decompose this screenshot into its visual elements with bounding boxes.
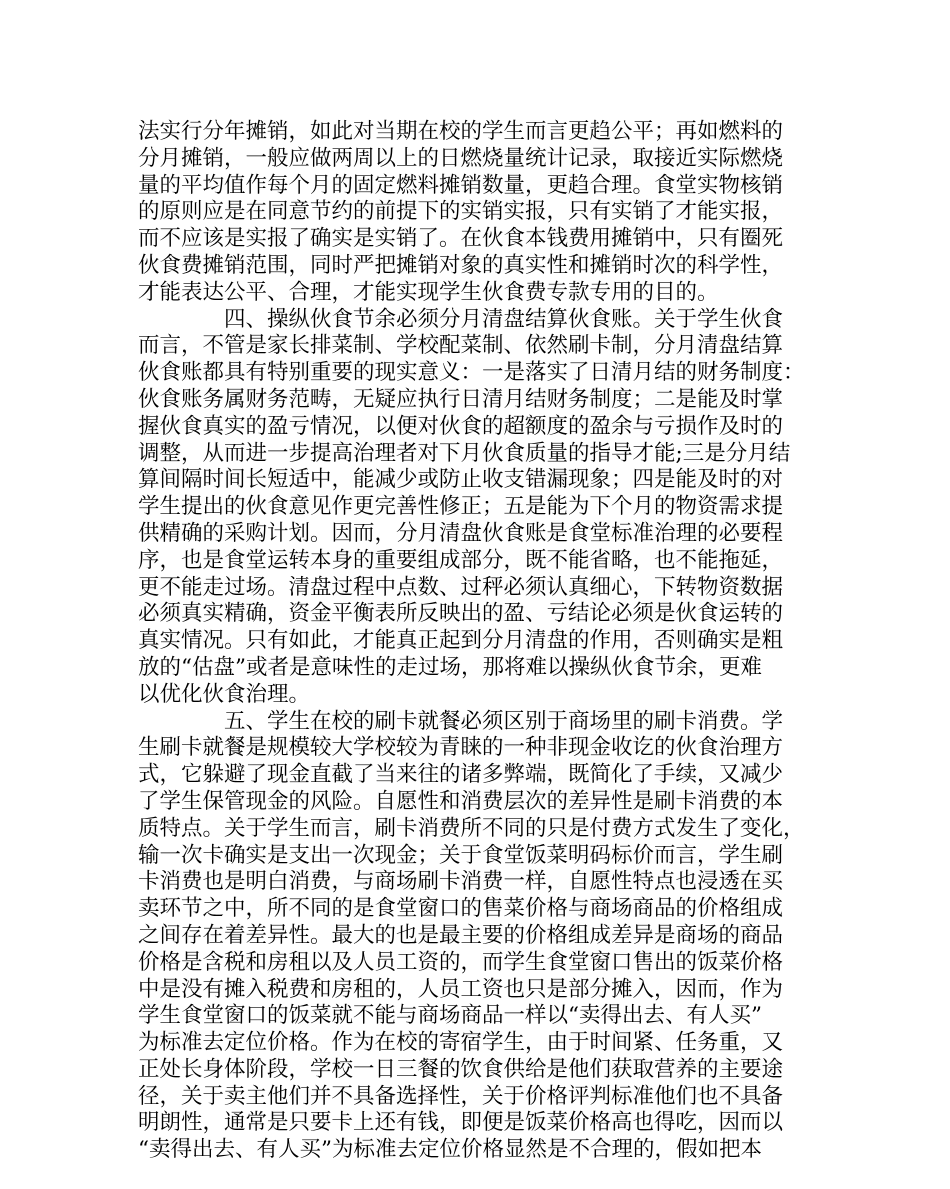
text-line: 明朗性，通常是只要卡上还有钱，即便是饭菜价格高也得吃，因而以	[138, 1110, 784, 1136]
text-line: 伙食账都具有特别重要的现实意义：一是落实了日清月结的财务制度：	[138, 360, 805, 386]
text-line: 量的平均值作每个月的固定燃料摊销数量，更趋合理。食堂实物核销	[138, 172, 784, 198]
text-line: 了学生保管现金的风险。自愿性和消费层次的差异性是刷卡消费的本	[138, 788, 784, 814]
text-line: 伙食账务属财务范畴，无疑应执行日清月结财务制度；二是能及时掌	[138, 386, 784, 412]
text-line: 法实行分年摊销，如此对当期在校的学生而言更趋公平；再如燃料的	[138, 119, 784, 144]
text-line: 卖环节之中，所不同的是食堂窗口的售菜价格与商场商品的价格组成	[138, 896, 784, 922]
text-line: 式，它躲避了现金直截了当来往的诸多弊端，既简化了手续，又减少	[138, 762, 784, 788]
text-line: 价格是含税和房租以及人员工资的，而学生食堂窗口售出的饭菜价格	[138, 949, 784, 975]
text-line: 伙食费摊销范围，同时严把摊销对象的真实性和摊销时次的科学性，	[138, 252, 784, 278]
text-line: “卖得出去、有人买”为标准去定位价格显然是不合理的，假如把本	[138, 1137, 762, 1163]
text-line: 为标准去定位价格。作为在校的寄宿学生，由于时间紧、任务重，又	[138, 1030, 784, 1056]
text-line: 而不应该是实报了确实是实销了。在伙食本钱费用摊销中，只有圈死	[138, 226, 784, 252]
text-line: 放的“估盘”或者是意味性的走过场，那将难以操纵伙食节余，更难	[138, 654, 762, 680]
text-line: 分月摊销，一般应做两周以上的日燃烧量统计记录，取接近实际燃烧	[138, 145, 784, 171]
text-line: 的原则应是在同意节约的前提下的实销实报，只有实销了才能实报，	[138, 199, 784, 225]
text-line: 更不能走过场。清盘过程中点数、过秤必须认真细心，下转物资数据	[138, 574, 784, 600]
text-line: 以优化伙食治理。	[138, 681, 311, 707]
text-line: 质特点。关于学生而言，刷卡消费所不同的只是付费方式发生了变化，	[138, 815, 805, 841]
text-line: 算间隔时间长短适中，能减少或防止收支错漏现象；四是能及时的对	[138, 467, 784, 493]
text-line: 调整，从而进一步提高治理者对下月伙食质量的指导才能;三是分月结	[138, 440, 791, 466]
text-line: 必须真实精确，资金平衡表所反映出的盈、亏结论必须是伙食运转的	[138, 601, 784, 627]
text-line: 学生食堂窗口的饭菜就不能与商场商品一样以“卖得出去、有人买”	[138, 1003, 762, 1029]
text-line: 中是没有摊入税费和房租的，人员工资也只是部分摊入，因而，作为	[138, 976, 784, 1002]
text-line: 四、操纵伙食节余必须分月清盘结算伙食账。关于学生伙食	[224, 306, 784, 332]
text-line: 之间存在着差异性。最大的也是最主要的价格组成差异是商场的商品	[138, 922, 784, 948]
text-line: 才能表达公平、合理，才能实现学生伙食费专款专用的目的。	[138, 279, 719, 305]
text-line: 正处长身体阶段，学校一日三餐的饮食供给是他们获取营养的主要途	[138, 1056, 784, 1082]
text-line: 学生提出的伙食意见作更完善性修正；五是能为下个月的物资需求提	[138, 494, 784, 520]
text-line: 序，也是食堂运转本身的重要组成部分，既不能省略，也不能拖延，	[138, 547, 784, 573]
text-line: 握伙食真实的盈亏情况，以便对伙食的超额度的盈余与亏损作及时的	[138, 413, 784, 439]
text-line: 生刷卡就餐是规模较大学校较为青睐的一种非现金收讫的伙食治理方	[138, 735, 784, 761]
text-line: 供精确的采购计划。因而，分月清盘伙食账是食堂标准治理的必要程	[138, 520, 784, 546]
text-line: 而言，不管是家长排菜制、学校配菜制、依然刷卡制，分月清盘结算	[138, 333, 784, 359]
text-line: 径，关于卖主他们并不具备选择性，关于价格评判标准他们也不具备	[138, 1083, 784, 1109]
text-line: 真实情况。只有如此，才能真正起到分月清盘的作用，否则确实是粗	[138, 628, 784, 654]
text-line: 五、学生在校的刷卡就餐必须区别于商场里的刷卡消费。学	[224, 708, 784, 734]
text-line: 卡消费也是明白消费，与商场刷卡消费一样，自愿性特点也浸透在买	[138, 869, 784, 895]
document-body	[138, 119, 828, 1164]
text-line: 输一次卡确实是支出一次现金；关于食堂饭菜明码标价而言，学生刷	[138, 842, 784, 868]
